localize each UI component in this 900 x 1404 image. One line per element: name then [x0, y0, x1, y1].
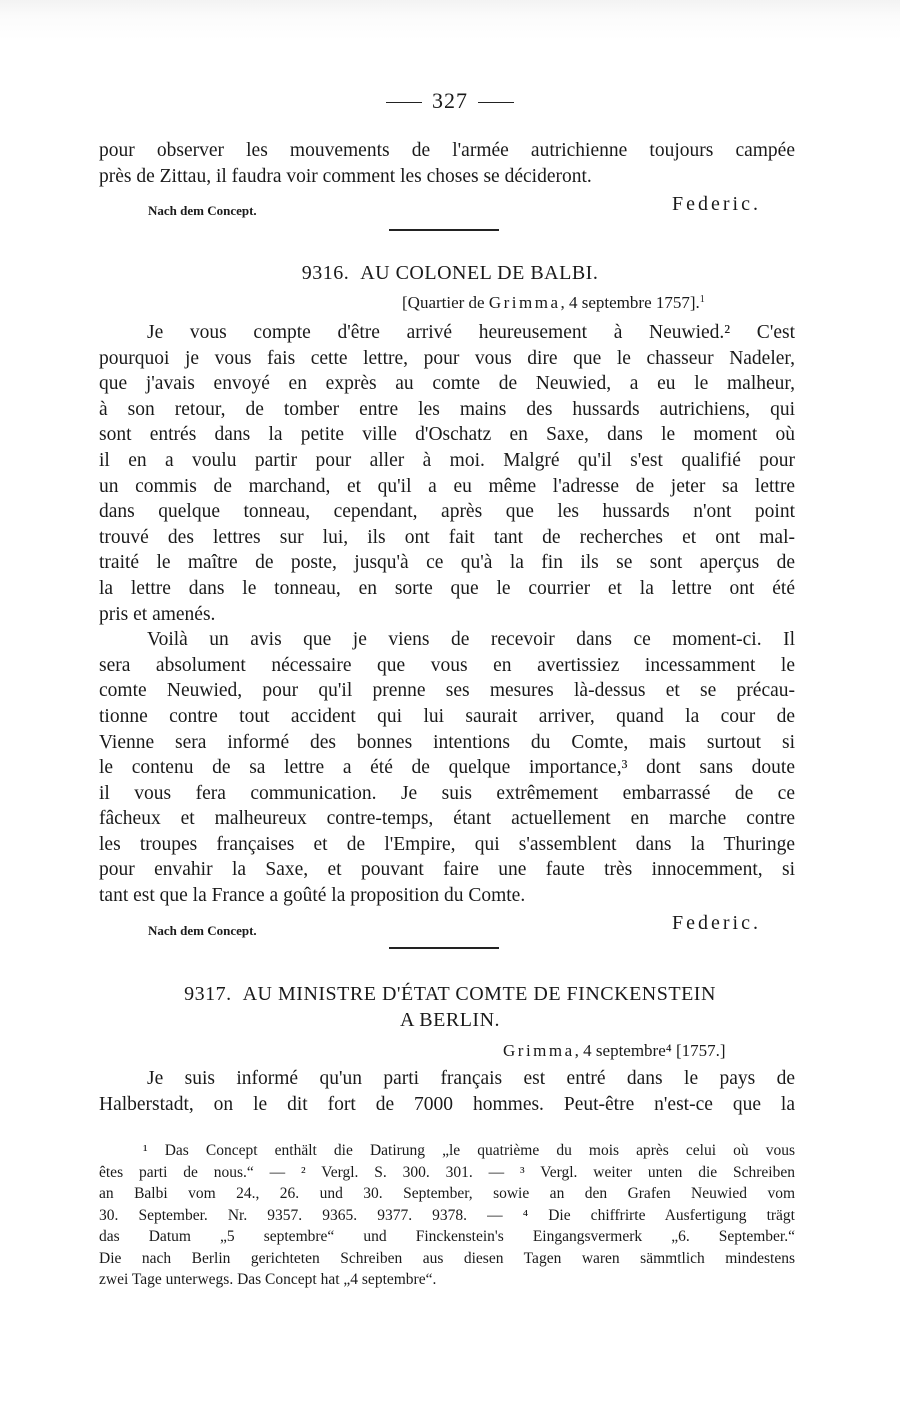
text-line: tant est que la France a goûté la proposition du Comte.: [99, 885, 526, 907]
text-line: trouvé des lettres sur lui, ils ont fait tant de recherches et ont mal-: [99, 526, 795, 548]
letter-title: AU MINISTRE D'ÉTAT COMTE DE FINCKENSTEIN: [242, 983, 716, 1005]
scan-edge: [0, 0, 900, 40]
letter-heading: [0, 262, 900, 285]
text-line: un commis de marchand, et qu'il a eu même l'adresse de jeter sa lettre: [99, 475, 795, 497]
text-line: sera absolument nécessaire que vous en avertissiez incessamment le: [99, 654, 795, 676]
text-line: Vienne sera informé des bonnes intentions du Comte, mais surtout si: [99, 731, 795, 753]
letter-title: AU COLONEL DE BALBI.: [360, 262, 599, 284]
text-line: Je vous compte d'être arrivé heureusement à Neuwied.² C'est: [147, 322, 795, 343]
footnote-line: 30. September. Nr. 9357. 9365. 9377. 9378. — ⁴ Die chiffrirte Ausfertigung trägt: [99, 1206, 795, 1224]
text-line: pour envahir la Saxe, et pouvant faire une faute très innocemment, si: [99, 859, 795, 881]
letter-body: [99, 1066, 795, 1117]
text-line: sont entrés dans la petite ville d'Oschatz en Saxe, dans le moment où: [99, 424, 795, 446]
footnote-line: zwei Tage unterwegs. Das Concept hat „4 septembre“.: [99, 1271, 437, 1288]
section-divider: [389, 229, 499, 231]
date-place: Grimma: [488, 293, 561, 312]
text-line: pourquoi je vous fais cette lettre, pour vous dire que le chasseur Nadeler,: [99, 347, 795, 369]
source-note: Nach dem Concept.: [148, 923, 257, 938]
footnote-line: das Datum „5 septembre“ und Finckenstein's Eingangsvermerk „6. September.“: [99, 1228, 795, 1245]
signature: Federic.: [672, 912, 761, 934]
text-line: tionne contre tout accident qui lui saurait arriver, quand la cour de: [99, 705, 795, 727]
date-footnote-ref: 1: [699, 294, 705, 305]
section-divider: [389, 947, 499, 949]
text-line: traité le maître de poste, jusqu'à ce qu'à la fin ils se sont aperçus de: [99, 552, 795, 574]
letter-heading-line2: A BERLIN.: [399, 1009, 501, 1031]
text-line: les troupes françaises et de l'Empire, qui s'assemblent dans la Thuringe: [99, 833, 795, 855]
text-line: Je suis informé qu'un parti français est entré dans le pays de: [147, 1068, 795, 1089]
text-line: pour observer les mouvements de l'armée autrichienne toujours campée: [99, 140, 795, 161]
date-suffix: , 4 septembre⁴ [1757.]: [574, 1041, 726, 1060]
letter-number: 9317.: [184, 983, 232, 1005]
footnote-line: an Balbi vom 24., 26. und 30. September, sowie an den Grafen Neuwied vom: [99, 1185, 795, 1202]
text-line: il en a voulu partir pour aller à moi. Malgré qu'il s'est qualifié pour: [99, 449, 795, 471]
letter-body: [99, 320, 795, 909]
text-line: comte Neuwied, pour qu'il prenne ses mesures là-dessus et se précau-: [99, 680, 795, 702]
text-line: pris et amenés.: [99, 603, 216, 625]
source-note: Nach dem Concept.: [148, 203, 257, 218]
text-line: près de Zittau, il faudra voir comment les choses se décideront.: [99, 165, 592, 187]
signature: Federic.: [672, 193, 761, 215]
date-place: Grimma: [503, 1041, 575, 1060]
text-line: le contenu de sa lettre a été de quelque importance,³ dont sans doute: [99, 757, 795, 779]
footnotes: [99, 1140, 795, 1291]
text-line: que j'avais envoyé en exprès au comte de Neuwied, a eu le malheur,: [99, 373, 795, 395]
continuation-text: [99, 138, 795, 189]
date-prefix: [Quartier de: [402, 293, 489, 312]
letter-date: [402, 293, 705, 313]
letter-number: 9316.: [301, 262, 350, 284]
footnote-line: Die nach Berlin gerichteten Schreiben aus diesen Tagen waren sämmtlich mindestens: [99, 1249, 795, 1267]
text-line: dans quelque tonneau, cependant, après que les hussards n'ont point: [99, 501, 795, 523]
text-line: il vous fera communication. Je suis extrêmement embarrassé de ce: [99, 782, 795, 804]
text-line: Voilà un avis que je viens de recevoir dans ce moment-ci. Il: [147, 629, 795, 651]
header-dash-right: [478, 102, 514, 103]
text-line: à son retour, de tomber entre les mains des hussards autrichiens, qui: [99, 398, 795, 420]
footnote-line: ¹ Das Concept enthält die Datirung „le quatrième du mois après celui où vous: [143, 1142, 795, 1159]
page-number: 327: [432, 88, 468, 113]
header-dash-left: [386, 102, 422, 103]
letter-date: [503, 1041, 726, 1061]
letter-heading: [0, 983, 900, 1006]
text-line: fâcheux et malheureux contre-temps, étant actuellement en marche contre: [99, 808, 795, 830]
date-suffix: , 4 septembre 1757].: [560, 293, 700, 312]
page-header: [0, 88, 900, 114]
footnote-line: êtes parti de nous.“ — ² Vergl. S. 300. 301. — ³ Vergl. weiter unten die Schreiben: [99, 1163, 795, 1181]
text-line: la lettre dans le tonneau, en sorte que le courrier et la lettre ont été: [99, 577, 795, 599]
text-line: Halberstadt, on le dit fort de 7000 hommes. Peut-être n'est-ce que la: [99, 1093, 795, 1115]
